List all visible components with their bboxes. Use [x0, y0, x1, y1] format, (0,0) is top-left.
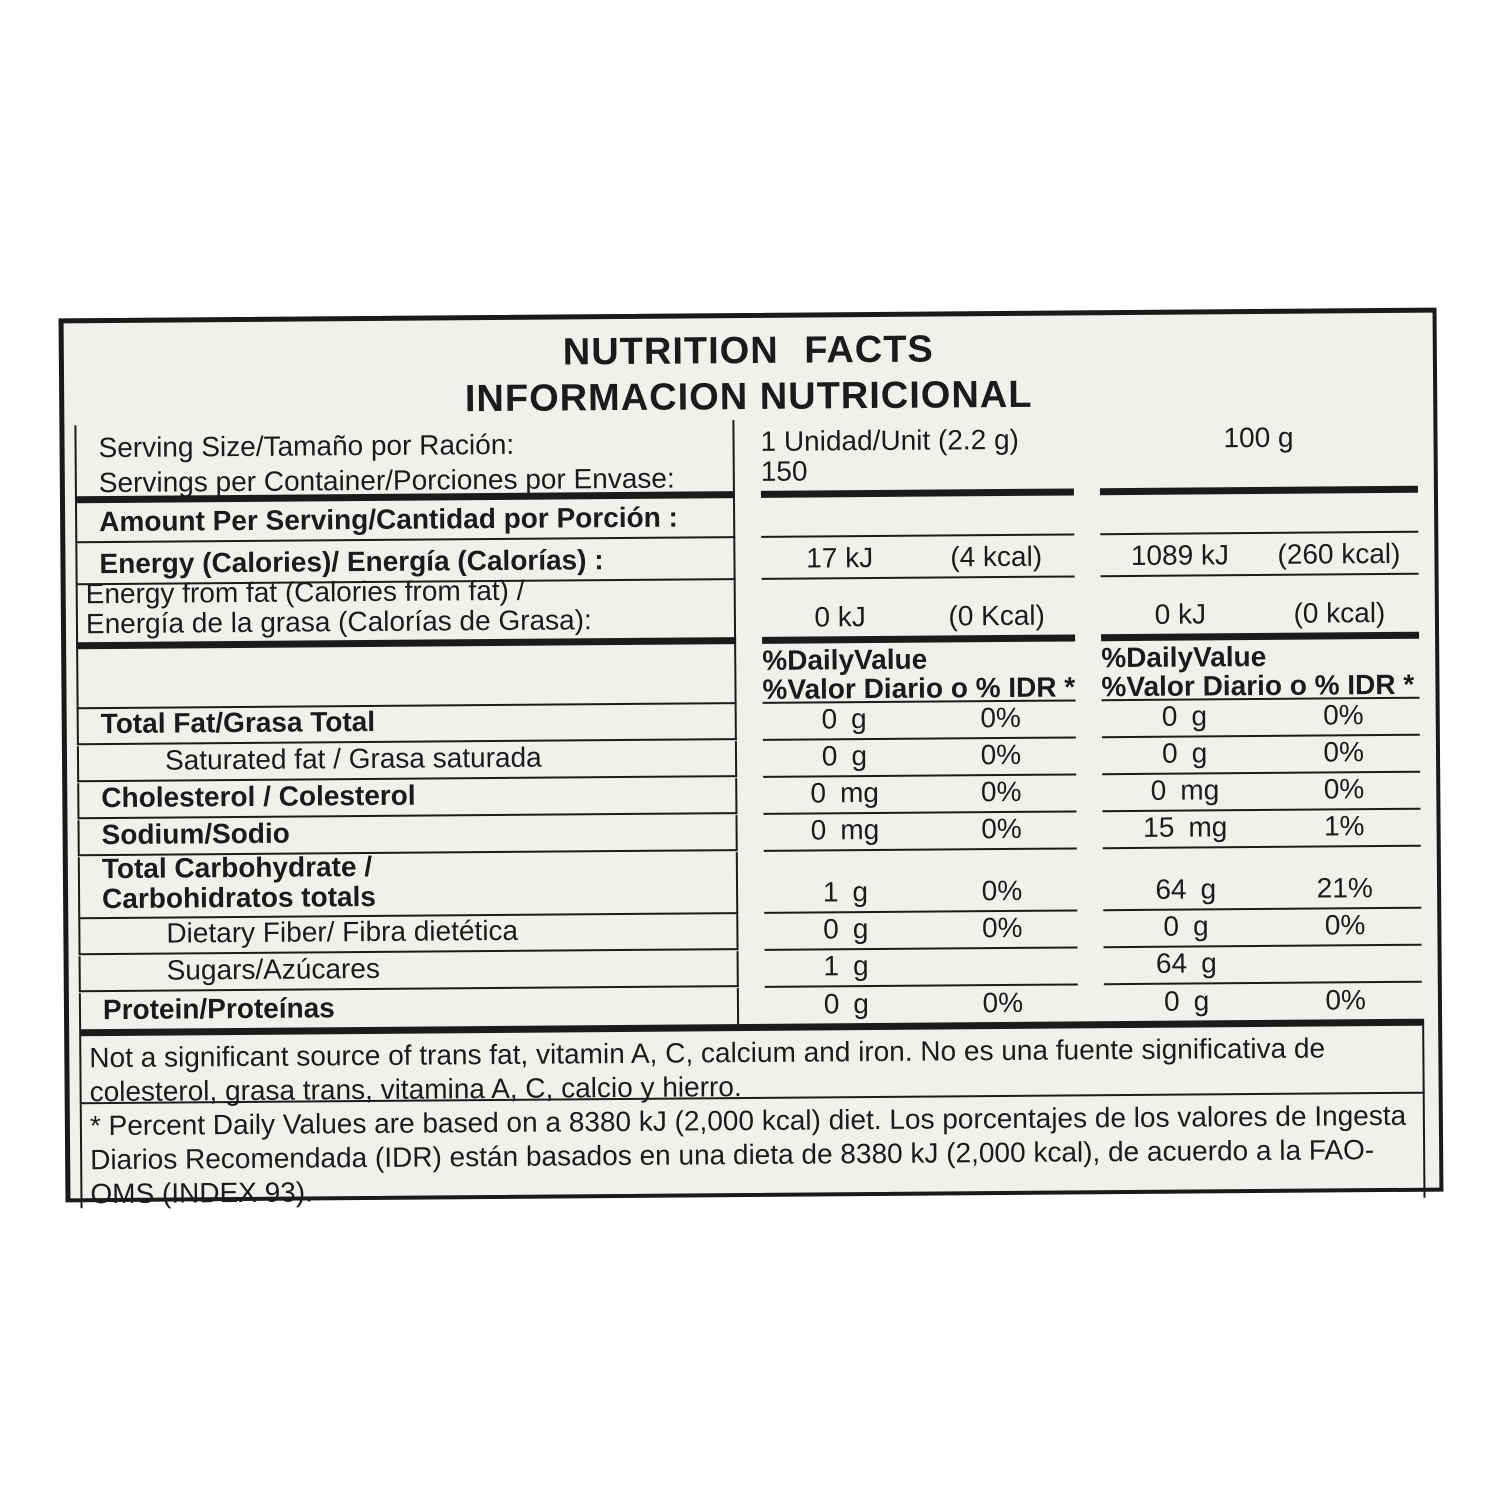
total-carbohydrate-100g-dv: 21%	[1316, 872, 1373, 904]
sodium-unit-dv: 0%	[981, 812, 1022, 845]
energy-fat-label	[76, 574, 736, 649]
energy-per-100g	[1100, 533, 1418, 577]
title-spanish: INFORMACION NUTRICIONAL	[464, 373, 1033, 421]
total-fat-label: Total Fat/Grasa Total	[77, 704, 737, 745]
footnote-not-significant: Not a significant source of trans fat, vitamin A, C, calcium and iron. No es una fuente significativa de colesterol, grasa trans, vitamina A, C, calcio y hierro.	[79, 1026, 1424, 1105]
row-total-carbohydrate	[78, 847, 1423, 920]
cholesterol-100g-dv: 0%	[1323, 773, 1365, 805]
saturated-fat-100g-dv: 0%	[1323, 736, 1365, 768]
protein-100g-dv: 0%	[1325, 984, 1366, 1016]
serving-size-label: Serving Size/Tamaño por Ración:	[74, 420, 734, 471]
energy-fat-label-line2: Energía de la grasa (Calorías de Grasa):	[85, 604, 592, 640]
total-carbohydrate-label-line2: Carbohidratos totals	[101, 880, 377, 915]
total-carbohydrate-100g-amount: 64 g	[1155, 873, 1217, 905]
energy-fat-per-100g	[1101, 575, 1419, 641]
energy-100g-kj: 1089 kJ	[1130, 539, 1230, 572]
sodium-unit-amount: 0 mg	[810, 813, 880, 846]
total-fat-unit-dv: 0%	[980, 701, 1021, 734]
row-energy-from-fat	[76, 575, 1421, 650]
protein-unit-dv: 0%	[982, 986, 1024, 1019]
energy-fat-per-unit	[762, 577, 1075, 643]
protein-100g-amount: 0 g	[1163, 985, 1210, 1017]
total-carbohydrate-unit-amount: 1 g	[822, 876, 869, 908]
sugars-100g-dv	[1269, 978, 1422, 979]
dv-header-per-unit	[762, 641, 1075, 703]
serving-size-per-100g-value: 100 g	[1223, 421, 1294, 453]
energy-fat-label-line1: Energy from fat (Calories from fat) /	[85, 574, 525, 610]
energy-fat-100g-kcal: (0 kcal)	[1293, 597, 1386, 629]
sugars-100g-amount: 64 g	[1155, 947, 1217, 979]
energy-fat-100g-kj: 0 kJ	[1154, 598, 1207, 630]
total-fat-unit-amount: 0 g	[821, 703, 867, 735]
dietary-fiber-label: Dietary Fiber/ Fibra dietética	[78, 914, 738, 955]
total-fat-100g-amount: 0 g	[1161, 700, 1208, 732]
sugars-unit-amount: 1 g	[823, 950, 869, 982]
sodium-100g-amount: 15 mg	[1143, 811, 1228, 843]
dv-header-unit-line1: %DailyValue	[762, 643, 928, 676]
amount-per-serving-label: Amount Per Serving/Cantidad por Porción :	[75, 498, 735, 543]
total-carbohydrate-unit-dv: 0%	[981, 874, 1023, 907]
label-title	[64, 313, 1434, 426]
cholesterol-unit-amount: 0 mg	[810, 776, 880, 809]
servings-container-value-cell	[760, 455, 1074, 497]
total-carbohydrate-label-line1: Total Carbohydrate /	[101, 850, 373, 885]
energy-label: Energy (Calories)/ Energía (Calorías) :	[75, 538, 735, 585]
total-fat-100g-dv: 0%	[1323, 699, 1364, 731]
serving-size-per-100g	[1099, 415, 1417, 463]
energy-per-unit	[761, 535, 1074, 579]
saturated-fat-label: Saturated fat / Grasa saturada	[77, 741, 737, 782]
title-english: NUTRITION FACTS	[562, 328, 934, 374]
sugars-label: Sugars/Azúcares	[79, 951, 739, 992]
protein-label: Protein/Proteínas	[79, 988, 739, 1029]
nutrition-facts-label	[59, 308, 1444, 1210]
saturated-fat-100g-amount: 0 g	[1161, 737, 1208, 769]
energy-fat-unit-kcal: (0 Kcal)	[948, 599, 1046, 632]
energy-unit-kj: 17 kJ	[806, 542, 874, 574]
energy-100g-kcal: (260 kcal)	[1277, 537, 1401, 570]
saturated-fat-unit-amount: 0 g	[821, 740, 868, 772]
total-carbohydrate-label	[78, 852, 738, 919]
dietary-fiber-unit-dv: 0%	[981, 911, 1023, 944]
dv-header-per-100g	[1101, 639, 1419, 701]
row-daily-value-header	[76, 639, 1421, 710]
dv-header-unit-line2: %Valor Diario o % IDR *	[762, 671, 1076, 705]
energy-fat-unit-kj: 0 kJ	[814, 601, 866, 633]
dietary-fiber-100g-amount: 0 g	[1163, 910, 1209, 942]
cholesterol-unit-dv: 0%	[980, 775, 1022, 808]
dv-header-100g-line1: %DailyValue	[1101, 640, 1267, 674]
energy-unit-kcal: (4 kcal)	[950, 540, 1043, 573]
serving-size-per-unit-value: 1 Unidad/Unit (2.2 g)	[760, 423, 1020, 457]
dietary-fiber-100g-dv: 0%	[1324, 909, 1366, 941]
footnote-daily-values: * Percent Daily Values are based on a 8380 kJ (2,000 kcal) diet. Los porcentajes de los valores de Ingesta Diarios Recomendada (IDR) están basados en una dieta de 8380 kJ (2,000 kcal), de acuerdo a la FAO-OMS (INDEX 93).	[80, 1094, 1426, 1209]
dv-header-100g-line2: %Valor Diario o % IDR *	[1101, 668, 1415, 703]
nutrition-table	[74, 415, 1424, 1037]
cholesterol-label: Cholesterol / Colesterol	[77, 778, 737, 819]
cholesterol-100g-amount: 0 mg	[1150, 774, 1220, 806]
servings-container-100g-cell	[1100, 461, 1418, 495]
sodium-label: Sodium/Sodio	[77, 815, 737, 856]
servings-container-value: 150	[760, 455, 808, 487]
servings-container-label: Servings per Container/Porciones por Envase:	[75, 466, 735, 503]
sodium-100g-dv: 1%	[1323, 810, 1365, 842]
sugars-unit-dv	[928, 980, 1078, 981]
dietary-fiber-unit-amount: 0 g	[823, 913, 869, 945]
protein-unit-amount: 0 g	[823, 988, 870, 1020]
saturated-fat-unit-dv: 0%	[980, 738, 1022, 771]
